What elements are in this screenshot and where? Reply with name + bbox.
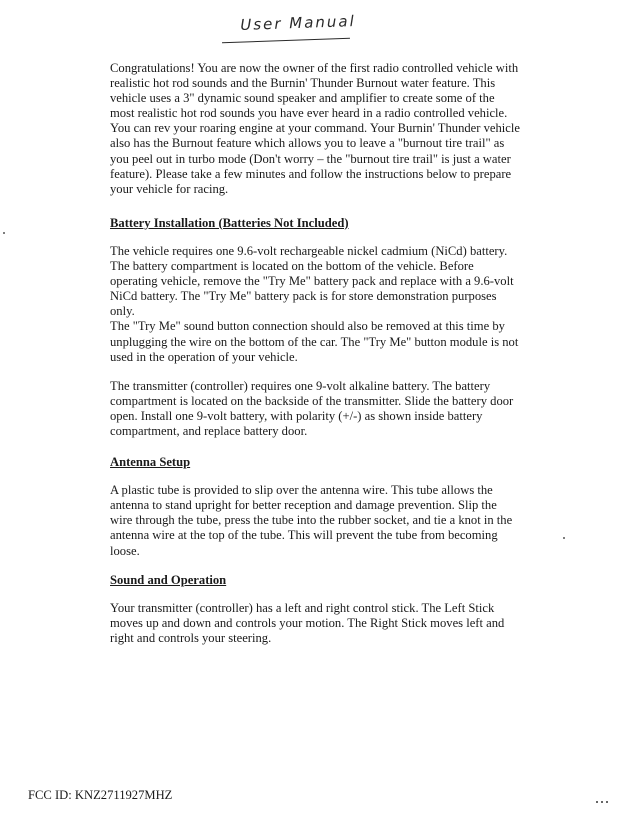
page-title: User Manual [239, 11, 357, 35]
antenna-paragraph: A plastic tube is provided to slip over the antenna wire. This tube allows the antenna to stand upright for better reception and damage prevention. Slip the wire through the tube, press the tube into the rubber socket, and tie a knot in the antenna wire at the top of the tube. This will prevent the tube from becoming loose. [110, 483, 513, 558]
section-heading-sound: Sound and Operation [110, 572, 227, 587]
battery-paragraph: The transmitter (controller) requires one 9-volt alkaline battery. The battery compartment is located on the backside of the transmitter. Slide the battery door open. Install one 9-volt battery, with polarity (+/-) as shown inside battery compartment, and replace battery door. [110, 378, 514, 438]
battery-paragraph: The "Try Me" sound button connection should also be removed at this time by unplugging the wire on the bottom of the car. The "Try Me" button module is not used in the operation of your vehicle. [110, 319, 519, 364]
intro-paragraph: Congratulations! You are now the owner of the first radio controlled vehicle with realistic hot rod sounds and the Burnin' Thunder Burnout water feature. This vehicle uses a 3" dynamic sound speaker and amplifier to create some of the most realistic hot rod sounds you have ever heard in a radio controlled vehicle. You can rev your roaring engine at your command. Your Burnin' Thunder vehicle also has the Burnout feature which allows you to leave a "burnout tire trail" as you peel out in turbo mode (Don't worry – the "burnout tire trail" is just a water feature). Please take a few minutes and follow the instructions below to prepare your vehicle for racing. [110, 61, 520, 196]
scan-speck [3, 232, 5, 234]
sound-paragraph: Your transmitter (controller) has a left and right control stick. The Left Stick moves up and down and controls your motion. The Right Stick moves left and right and controls your steering. [110, 600, 505, 645]
manual-body [110, 61, 522, 646]
scan-dots [596, 790, 611, 808]
title-underline [222, 38, 350, 43]
battery-paragraph: The vehicle requires one 9.6-volt rechargeable nickel cadmium (NiCd) battery. The battery compartment is located on the bottom of the vehicle. Before operating vehicle, remove the "Try Me" battery pack and replace with a 9.6-volt NiCd battery. The "Try Me" battery pack is for store demonstration purposes only. [110, 243, 514, 319]
section-heading-battery: Battery Installation (Batteries Not Included) [110, 215, 349, 230]
fcc-id: FCC ID: KNZ2711927MHZ [28, 788, 173, 802]
section-heading-antenna: Antenna Setup [110, 455, 191, 470]
scan-speck [563, 537, 565, 539]
